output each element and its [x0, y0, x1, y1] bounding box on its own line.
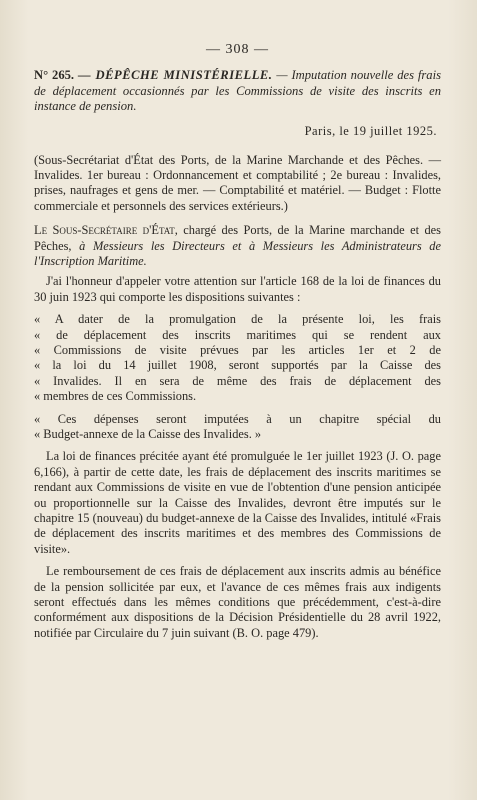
addressees: à Messieurs les Directeurs et à Messieurs les Administrateurs de l'Inscription Maritime. — [34, 238, 442, 268]
quote-line: « de déplacement des inscrits maritimes qui se rendent aux — [34, 327, 441, 342]
law-paragraph: La loi de finances précitée ayant été promulguée le 1er juillet 1923 (J. O. page 6,166), à partir de cette date, les frais de déplacement des inscrits maritimes se rendant aux Commissions de visite en vue de l'obtention d'une pension anticipée ou proportionnelle sur la Caisse des Invalides, devront être imputés sur le chapitre 15 (nouveau) du budget-annexe de la Caisse des Invalides, intitulé «Frais de déplacement des inscrits maritimes et des membres des Commissions de visite». — [34, 449, 441, 556]
sender: Le Sous-Secrétaire d'État, — [34, 223, 178, 238]
quote-line: « Budget-annexe de la Caisse des Invalides. » — [34, 427, 262, 441]
quotation-2 — [34, 412, 441, 443]
quotation-1 — [34, 312, 441, 404]
document-subtitle: — Imputation nouvelle des frais de déplacement occasionnés par les Commissions de visite des inscrits en instance de pension. — [34, 68, 442, 113]
quote-line: « membres de ces Commissions. — [34, 389, 197, 404]
document-number: N° 265. — [34, 68, 75, 82]
quote-line: « Invalides. Il en sera de même des frais de déplacement des — [34, 373, 441, 388]
page-number: — 308 — — [206, 42, 269, 57]
quote-line: « Ces dépenses seront imputées à un chapitre spécial du — [34, 411, 441, 426]
reimbursement-paragraph: Le remboursement de ces frais de déplacement aux inscrits admis au bénéfice de la pension sollicitée par eux, et l'avance de ces mêmes frais aux indigents seront effectués dans les mêmes conditions que précédemment, c'est-à-dire conformément aux dispositions de la Décision Présidentielle du 28 avril 1922, notifiée par Circulaire du 7 juin suivant (B. O. page 479). — [34, 564, 441, 640]
quote-line: « la loi du 14 juillet 1908, seront supportés par la Caisse des — [34, 358, 441, 373]
services-block: (Sous-Secrétariat d'État des Ports, de la Marine Marchande et des Pêches. — Invalides. 1er bureau : Ordonnancement et comptabilité ; 2e bureau : Invalides, prises, naufrages et gens de mer. — Comptabilité et matériel. — Budget : Flotte commerciale et personnels des services extérieurs.) — [34, 152, 441, 213]
document-header — [34, 68, 441, 115]
quote-line: « A dater de la promulgation de la présente loi, les frais — [34, 312, 441, 327]
document-title: — DÉPÊCHE MINISTÉRIELLE. — [78, 68, 273, 82]
intro-paragraph: J'ai l'honneur d'appeler votre attention sur l'article 168 de la loi de finances du 30 juin 1923 qui comporte les dispositions suivantes : — [34, 274, 441, 304]
sender-role: chargé des Ports, de la Marine marchande et des Pêches, — [34, 223, 442, 253]
salutation — [34, 223, 441, 269]
dateline: Paris, le 19 juillet 1925. — [304, 123, 437, 138]
quote-line: « Commissions de visite prévues par les articles 1er et 2 de — [34, 342, 441, 357]
